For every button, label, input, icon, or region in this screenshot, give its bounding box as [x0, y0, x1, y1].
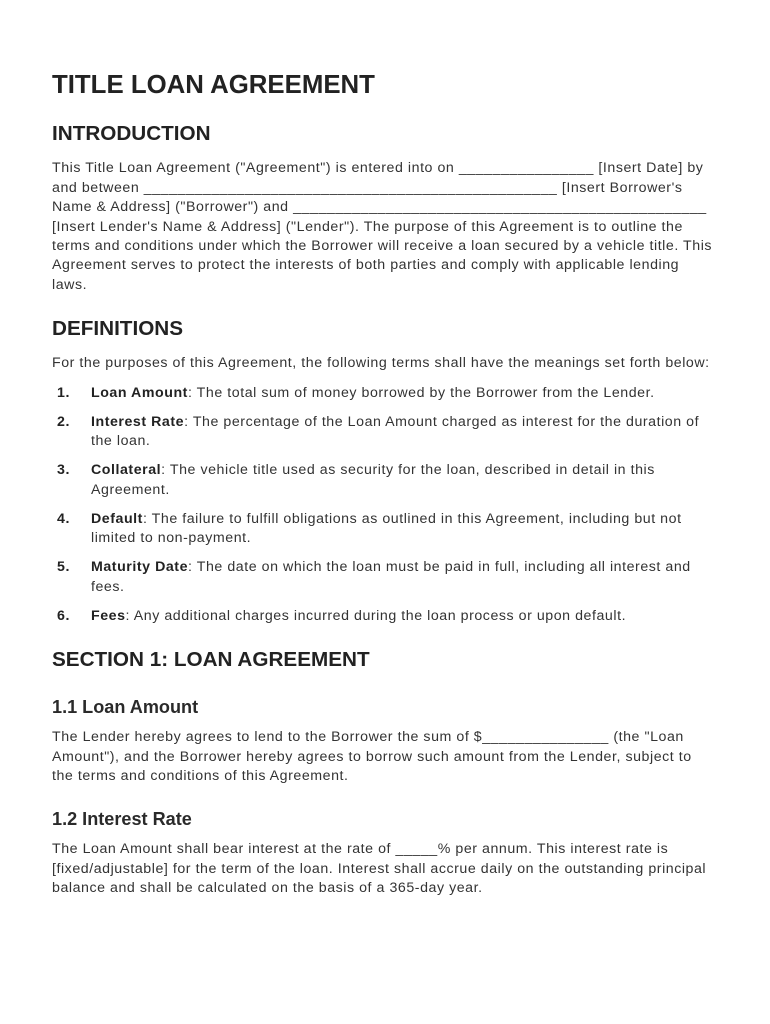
definition-number: 1. [57, 384, 70, 401]
definition-number: 6. [57, 607, 70, 624]
definition-number: 4. [57, 510, 70, 527]
introduction-paragraph: This Title Loan Agreement ("Agreement") is entered into on ________________ [Insert Date] by and between _________________________________________________ [Insert Borrower's Name & Address] ("Borrower") and _________________________________________________ [Insert Lender's Name & Address] ("Lender"). The purpose of this Agreement is to outline the terms and conditions under which the Borrower will receive a loan secured by a vehicle title. This Agreement serves to protect the interests of both parties and comply with applicable lending laws. [52, 160, 713, 293]
introduction-section [52, 122, 764, 295]
definition-item-fees [52, 607, 764, 626]
definitions-heading: DEFINITIONS [52, 317, 184, 341]
definitions-section [52, 317, 764, 626]
definition-term: Interest Rate [91, 413, 185, 430]
interest-rate-paragraph: The Loan Amount shall bear interest at the rate of _____% per annum. This interest rate is [fixed/adjustable] for the term of the loan. Interest shall accrue daily on the outstanding principal balance and shall be calculated on the basis of a 365-day year. [52, 841, 707, 897]
definition-text: : Any additional charges incurred during the loan process or upon default. [125, 607, 627, 624]
definition-item-collateral [52, 461, 764, 500]
definition-body [91, 607, 764, 626]
definition-term: Loan Amount [91, 384, 188, 401]
definition-text: : The percentage of the Loan Amount charged as interest for the duration of the loan. [91, 413, 700, 450]
definition-term: Maturity Date [91, 559, 189, 576]
document-title: TITLE LOAN AGREEMENT [52, 71, 375, 99]
definition-term: Collateral [91, 462, 162, 479]
introduction-heading: INTRODUCTION [52, 122, 211, 145]
loan-amount-paragraph: The Lender hereby agrees to lend to the Borrower the sum of $_______________ (the "Loan Amount"), and the Borrower hereby agrees to borrow such amount from the Lender, subject to the terms and conditions of this Agreement. [52, 729, 692, 785]
document-body [52, 70, 764, 899]
definition-text: : The date on which the loan must be paid in full, including all interest and fees. [91, 559, 691, 595]
definition-text: : The vehicle title used as security for the loan, described in detail in this Agreement. [91, 462, 655, 498]
definition-item-loan-amount [52, 384, 764, 403]
definition-body [91, 558, 764, 597]
section-1-heading: SECTION 1: LOAN AGREEMENT [52, 648, 370, 672]
loan-agreement-section [52, 648, 764, 899]
definition-body [91, 510, 764, 549]
definition-item-maturity-date [52, 558, 764, 597]
definitions-list [52, 384, 764, 627]
definition-text: : The failure to fulfill obligations as outlined in this Agreement, including but not limited to non-payment. [91, 510, 682, 547]
definition-item-interest-rate [52, 413, 764, 452]
definition-body [91, 384, 764, 403]
definition-term: Default [91, 510, 143, 527]
subsection-heading-interest-rate: 1.2 Interest Rate [52, 809, 192, 830]
definition-term: Fees [91, 607, 126, 624]
definition-text: : The total sum of money borrowed by the Borrower from the Lender. [187, 384, 655, 401]
definition-body [91, 413, 764, 452]
definition-item-default [52, 510, 764, 549]
definition-body [91, 461, 764, 500]
definition-number: 3. [57, 462, 70, 479]
definitions-intro: For the purposes of this Agreement, the following terms shall have the meanings set forth below: [52, 355, 710, 372]
definition-number: 2. [57, 413, 70, 430]
subsection-heading-loan-amount: 1.1 Loan Amount [52, 697, 199, 718]
definition-number: 5. [57, 559, 70, 576]
